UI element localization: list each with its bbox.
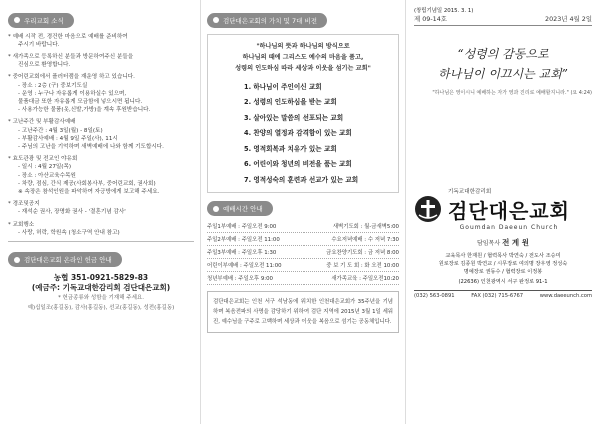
bank-account: 농협 351-0921-5829-83	[53, 273, 149, 283]
vision-statement-line: 하나님의 때에 그리스도 예수의 마음을 품고,	[242, 53, 364, 61]
announcement-title: * 중어린교회에서 플러터캠을 재운영 하고 있습니다.	[8, 74, 135, 81]
worship-cell: 주일2부예배 : 주일오전 11:00	[207, 233, 304, 246]
worship-row	[207, 272, 399, 285]
section-header-news	[8, 13, 74, 28]
vision-item: 7. 영적성숙의 훈련과 선교가 있는 교회	[244, 175, 359, 184]
announcement-item	[8, 33, 194, 49]
announcement-detail: - 운영 : 누구나 자유롭게 이용하실수 있으며,	[18, 90, 127, 97]
announcement-item	[8, 221, 194, 237]
announcement-detail: - 주님의 고난을 기억하며 새벽예배에 나와 함께 기도합시다.	[18, 143, 164, 150]
church-logo-row	[414, 187, 592, 231]
section-header-worship-label: 예배시간 안내	[223, 205, 263, 213]
section-header-worship	[207, 201, 273, 216]
worship-cell: 수요저녁예배 : 수 저녁 7:30	[304, 233, 399, 246]
announcement-title: * 교회행소	[8, 221, 35, 228]
announcement-detail: - 차량, 점심, 간식 제공(사회봉사부, 중어린교회, 권사회)	[18, 180, 156, 187]
announcement-item	[8, 200, 194, 216]
vision-item: 4. 찬양의 열정과 감격함이 있는 교회	[244, 129, 352, 137]
church-name: 검단대은교회	[448, 199, 570, 223]
announcement-detail: - 고난주간 : 4월 3일(월) - 8일(토)	[18, 127, 103, 134]
announcement-item	[8, 53, 194, 69]
phone: (032) 563-0891	[414, 293, 455, 299]
announcements-panel	[0, 0, 200, 424]
announcement-detail: - 장소 : 아산교육수목원	[18, 172, 76, 179]
announcement-detail: - 사용가능한 물품(옷,신발,가방)을 계속 후원받습니다.	[18, 107, 151, 114]
vision-item: 3. 살아있는 말씀의 선포되는 교회	[244, 113, 344, 122]
bible-verse: "하나님은 영이시니 예배하는 자가 영과 진리로 예배할지니라." (요 4:24)	[432, 90, 592, 96]
announcement-detail: - 재석순 권사, 장명화 권사 - '결혼기념 감사'	[18, 209, 126, 216]
announcement-item	[8, 118, 194, 151]
offering-example: 예)십일조(홍길동), 감사(홍길동), 선교(홍길동), 성전(홍길동)	[27, 305, 175, 312]
bullet-icon	[14, 17, 20, 23]
divider	[8, 241, 194, 242]
worship-cell: 주일3부예배 : 주일오후 1:30	[207, 246, 304, 259]
senior-pastor	[414, 237, 592, 248]
pastor-label: 담임목사	[476, 240, 501, 247]
worship-row	[207, 259, 399, 272]
section-header-online-label: 검단대은교회 온라인 헌금 안내	[24, 256, 112, 265]
section-header-vision	[207, 13, 327, 28]
announcement-detail: - 일시 : 4월 27일(목)	[18, 164, 72, 171]
volume-number: 제 09-14호	[414, 15, 447, 23]
issue-row	[414, 14, 592, 26]
staff-line: 원로장로 김종원 박연교 / 시무장로 여의명 장우영 정성숙	[438, 261, 568, 267]
fax: FAX (032) 715-6767	[471, 293, 524, 299]
contact-footer	[414, 290, 592, 299]
announcement-item	[8, 73, 194, 114]
motto-line-1: “성령의 감동으로	[457, 47, 549, 61]
worship-row	[207, 246, 399, 259]
worship-cell: 주일1부예배 : 주일오전 9:00	[207, 220, 304, 233]
announcement-detail: ※ 속장은 참석인원을 파악하여 자긍방에게 보고해 주세요.	[18, 188, 160, 195]
denomination: 기독교대한감리회	[448, 189, 492, 195]
announcement-title: * 고난주간 및 부활감사예배	[8, 119, 76, 126]
vision-statement-line: 성령의 인도하심 따라 세상과 이웃을 섬기는 교회"	[235, 64, 371, 72]
worship-cell: 어린이부예배 : 주일오전 11:00	[207, 259, 304, 272]
motto-line-2: 하나님이 이끄시는 교회”	[438, 67, 568, 81]
bullet-icon	[213, 17, 219, 23]
account-holder: (예금주: 기독교대한감리회 검단대은교회)	[31, 283, 171, 293]
announcement-title: * 새가족으로 등록하신 분들과 방문하여주신 분들을	[8, 53, 134, 60]
worship-cell: 중 보 기 도 회 : 화 오전 10:00	[304, 259, 399, 272]
cover-panel	[405, 0, 600, 424]
announcement-title: * 경조및공지	[8, 201, 40, 208]
vision-statement-line: "하나님의 뜻과 하나님의 방식으로	[256, 42, 350, 50]
announcement-detail: 물품대금 또한 자유롭게 모금함에 넣으시면 됩니다.	[18, 98, 143, 105]
announcement-detail: - 장소 : 2층 (구) 중보기도실	[18, 82, 88, 89]
vision-item: 5. 영적회복과 치유가 있는 교회	[244, 144, 337, 153]
announcement-detail: - 사랑, 허락, 학원속 (청소구역 안내 참고)	[18, 229, 120, 236]
offering-info	[8, 273, 194, 313]
announcement-title: * 예배 시작 전, 경건한 마음으로 예배를 준비하여	[8, 33, 128, 40]
section-header-online-offering	[8, 252, 122, 267]
vision-panel	[200, 0, 405, 424]
vision-item: 1. 하나님이 주인이신 교회	[244, 82, 322, 91]
vision-box	[207, 34, 399, 194]
offering-memo: * 헌금종류와 성함을 기재해 주세요.	[58, 295, 144, 302]
announcement-detail: 진심으로 환영합니다.	[18, 62, 71, 69]
announcement-detail: - 부활감사예배 : 4월 9일 주일(사), 11시	[18, 135, 118, 142]
worship-row	[207, 220, 399, 233]
staff-line: 교육목사 한재원 / 협력목사 박연숙 / 전도사 조승미	[445, 253, 561, 259]
church-logo-icon	[414, 195, 442, 223]
church-info: 검단대은교회는 인천 서구 석남동에 위치한 인천대은교회가 35주년을 기념하며 복음전파의 사명을 감당하기 위하여 검단 지역에 2015년 3월 1일 세워진, 예수님을 구주로 고백하며 세상과 이웃을 복음으로 섬기는 공동체입니다.	[207, 291, 399, 333]
motto	[414, 44, 592, 84]
issue-date: 2023년 4월 2일	[545, 15, 592, 23]
church-english-name: Goumdan Daeeun Church	[459, 224, 559, 231]
worship-cell: 새벽기도회 : 월-금새벽5:00	[304, 220, 399, 233]
pastor-name: 전 계 원	[502, 238, 530, 247]
bullet-icon	[14, 257, 20, 263]
worship-cell: 금요찬양기도회 : 금 저녁 8:00	[304, 246, 399, 259]
vision-item: 2. 성령의 인도하심을 받는 교회	[244, 98, 337, 106]
website-link[interactable]: www.daeeunch.com	[539, 293, 592, 299]
worship-schedule-table	[207, 220, 399, 285]
registration-note: (창립기념일 2015. 3. 1)	[414, 8, 474, 14]
worship-cell: 청년부예배 : 주일오후 9:00	[207, 272, 304, 285]
church-address: (22636) 인천광역시 서구 완정로 91-1	[458, 279, 548, 285]
worship-cell: 새가족교육 : 주일오전10:20	[304, 272, 399, 285]
announcement-list	[8, 33, 194, 237]
vision-list	[244, 80, 392, 189]
bullet-icon	[213, 206, 219, 212]
announcement-item	[8, 155, 194, 196]
staff-list	[414, 252, 592, 276]
section-header-vision-label: 검단대은교회의 가치 및 7대 비전	[223, 16, 318, 25]
announcement-title: * 효도관광 및 전교인 야유회	[8, 156, 78, 163]
vision-statement	[214, 41, 392, 74]
staff-line: 명예장로 권동수 / 협력장로 이정봉	[463, 269, 543, 275]
section-header-news-label: 우리교회 소식	[24, 16, 64, 25]
worship-row	[207, 233, 399, 246]
vision-item: 6. 어린이와 청년의 비전을 품는 교회	[244, 160, 352, 168]
announcement-detail: 주시기 바랍니다.	[18, 41, 60, 48]
